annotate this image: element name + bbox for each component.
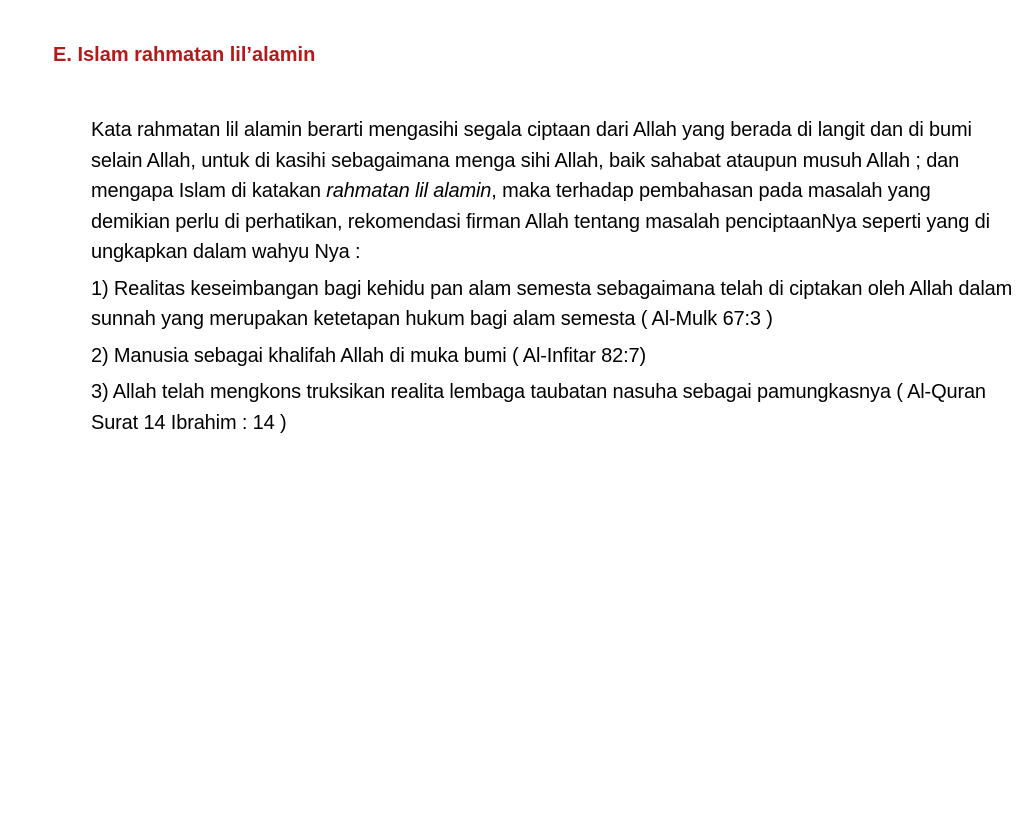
point-2: 2) Manusia sebagai khalifah Allah di muka bumi ( Al-Infitar 82:7) (91, 344, 646, 367)
slide-body (91, 115, 1013, 444)
intro-text-before: Kata rahmatan lil alamin berarti mengasihi segala ciptaan dari Allah yang berada di langit dan di bumi selain Allah, untuk di kasihi sebagaimana menga sihi Allah, baik sahabat ataupun musuh Allah ; dan mengapa Islam di katakan (91, 119, 972, 202)
point-3: 3) Allah telah mengkons truksikan realita lembaga taubatan nasuha sebagai pamungkasnya ( Al-Quran Surat 14 Ibrahim : 14 ) (91, 381, 986, 434)
intro-text-after: , maka terhadap pembahasan pada masalah yang demikian perlu di perhatikan, rekomendasi firman Allah tentang masalah penciptaanNya seperti yang di ungkapkan dalam wahyu Nya : (91, 180, 990, 263)
intro-italic-term: rahmatan lil alamin (326, 180, 492, 202)
section-heading: E. Islam rahmatan lil’alamin (53, 44, 316, 66)
point-1: 1) Realitas keseimbangan bagi kehidu pan alam semesta sebagaimana telah di ciptakan oleh Allah dalam sunnah yang merupakan ketetapan hukum bagi alam semesta ( Al-Mulk 67:3 ) (91, 277, 1013, 330)
intro-paragraph (91, 115, 1013, 268)
